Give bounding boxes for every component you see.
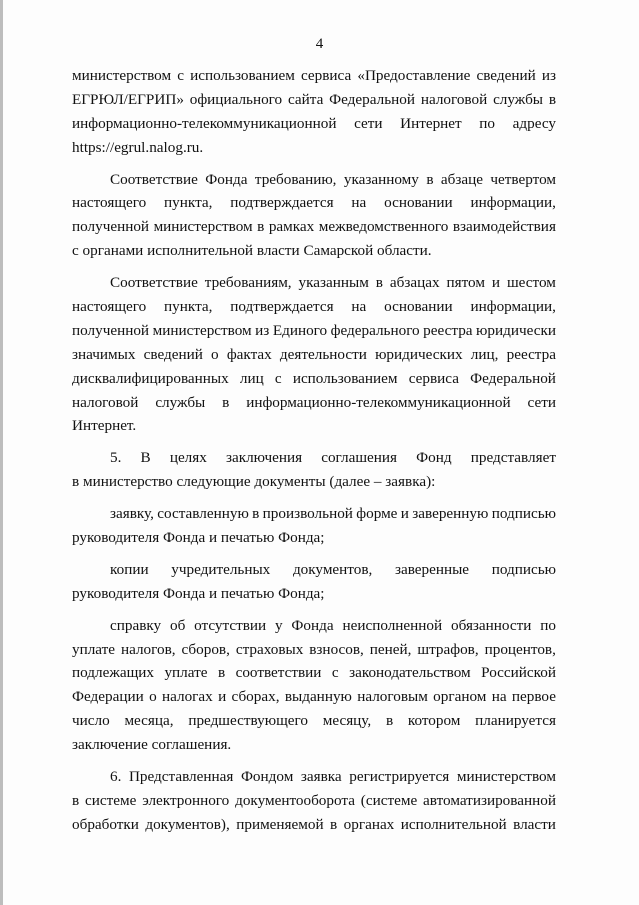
- word: Федеральной: [470, 369, 556, 387]
- word: в: [217, 664, 226, 682]
- word: налоговой: [420, 90, 488, 108]
- word: деятельности: [279, 345, 367, 363]
- word: министерством: [153, 218, 253, 236]
- word: лиц: [239, 369, 264, 387]
- word: подтверждается: [230, 298, 334, 316]
- text-line: [72, 64, 556, 88]
- word: (системе: [360, 791, 418, 809]
- scan-edge: [0, 0, 3, 905]
- word: с: [274, 369, 282, 387]
- word: по: [479, 114, 496, 132]
- paragraph: [72, 558, 556, 606]
- text-line: [72, 709, 556, 733]
- word: заявка: [300, 768, 342, 786]
- word: ЕГРЮЛ/ЕГРИП»: [72, 90, 184, 108]
- word: подписью: [491, 560, 556, 578]
- word: первое: [511, 688, 556, 706]
- word: исполнительной: [400, 815, 507, 833]
- word: месяца,: [124, 712, 174, 730]
- paragraph: [72, 614, 556, 757]
- word: Российской: [481, 664, 556, 682]
- word: электронного: [142, 791, 230, 809]
- text-line: [72, 191, 556, 215]
- word: представляет: [470, 449, 556, 467]
- word: лиц,: [470, 345, 499, 363]
- word: об: [169, 616, 186, 634]
- word: соглашения: [321, 449, 398, 467]
- word: использованием: [292, 369, 398, 387]
- word: сведений: [143, 345, 203, 363]
- text-line: [72, 295, 556, 319]
- text-line: [72, 168, 556, 192]
- word: настоящего: [72, 194, 147, 212]
- word: службы: [493, 90, 543, 108]
- word: сведений: [476, 67, 536, 84]
- word: отсутствии: [194, 616, 267, 634]
- word: дисквалифицированных: [72, 369, 229, 387]
- word: юридически: [476, 321, 556, 339]
- word: требованию,: [254, 170, 337, 188]
- word: уплате: [72, 640, 116, 658]
- word: в: [375, 274, 383, 292]
- word: системе: [85, 791, 137, 809]
- word: предшествующего: [188, 712, 308, 730]
- text-line: [72, 685, 556, 709]
- text-line: [72, 526, 556, 550]
- word: из: [255, 321, 270, 339]
- word: сервиса: [408, 369, 459, 387]
- text-line: [72, 733, 556, 757]
- word: котором: [407, 712, 461, 730]
- paragraph: [72, 64, 556, 160]
- word: о: [211, 345, 219, 363]
- word: Единого: [272, 321, 328, 339]
- word: федерального: [330, 321, 420, 339]
- word: Федеральной: [329, 90, 415, 108]
- word: взаимодействия: [452, 218, 556, 236]
- word: службы: [155, 393, 206, 411]
- word: штрафов,: [417, 640, 479, 658]
- word: форме: [356, 505, 398, 523]
- word: документооборота: [235, 791, 355, 809]
- word: целях: [169, 449, 207, 467]
- word: заверенные: [394, 560, 470, 578]
- text-line: [72, 638, 556, 662]
- word: заключения: [225, 449, 303, 467]
- text-line: [72, 470, 556, 494]
- word: Соответствие: [110, 170, 198, 188]
- word: в: [426, 170, 434, 188]
- paragraph: [72, 446, 556, 494]
- paragraph-gap: [72, 160, 556, 168]
- word: указанным: [298, 274, 369, 292]
- word: подлежащих: [72, 664, 154, 682]
- text-line: [72, 813, 556, 837]
- word: выданную: [284, 688, 352, 706]
- word: Представленная: [128, 768, 234, 786]
- word: из: [541, 67, 556, 84]
- paragraph-gap: [72, 757, 556, 765]
- word: в: [385, 712, 394, 730]
- word: основании: [384, 298, 453, 316]
- word: пункта,: [164, 298, 213, 316]
- text-line: [72, 446, 556, 470]
- paragraph-gap: [72, 438, 556, 446]
- word: документов,: [292, 560, 373, 578]
- word: уплате: [164, 664, 208, 682]
- word: на: [351, 298, 367, 316]
- word: требованиям,: [204, 274, 292, 292]
- word: реестра: [423, 321, 473, 339]
- word: произвольной: [262, 505, 353, 523]
- text-line: [72, 239, 556, 263]
- word: с: [331, 664, 339, 682]
- text-line: [72, 391, 556, 415]
- text-line: [72, 136, 556, 160]
- word: у: [274, 616, 283, 634]
- word: автоматизированной: [423, 791, 556, 809]
- word: информационно-телекоммуникационной: [246, 393, 511, 411]
- word: сети: [527, 393, 556, 411]
- text-line: [72, 112, 556, 136]
- word: налогах: [161, 688, 213, 706]
- word: https://egrul.nalog.ru.: [72, 138, 204, 156]
- word: официального: [189, 90, 283, 108]
- word: заключение соглашения.: [72, 736, 232, 754]
- word: налоговой: [72, 393, 139, 411]
- word: сборов,: [181, 640, 230, 658]
- word: заявку,: [110, 505, 154, 523]
- word: органом: [433, 688, 487, 706]
- word: подтверждается: [230, 194, 334, 212]
- paragraph-gap: [72, 494, 556, 502]
- word: информации,: [470, 194, 556, 212]
- word: основании: [384, 194, 453, 212]
- word: обязанности: [451, 616, 532, 634]
- word: справку: [110, 616, 162, 634]
- word: фактах: [226, 345, 272, 363]
- word: пункта,: [164, 194, 213, 212]
- word: и: [218, 688, 227, 706]
- word: пеней,: [369, 640, 412, 658]
- word: с органами исполнительной власти Самарской области.: [72, 242, 432, 260]
- word: число: [72, 712, 110, 730]
- word: планируется: [475, 712, 556, 730]
- word: министерством: [152, 321, 252, 339]
- word: Фонда: [291, 616, 334, 634]
- word: законодательством: [349, 664, 471, 682]
- word: Фонда: [205, 170, 248, 188]
- text-line: [72, 414, 556, 438]
- word: руководителя Фонда и печатью Фонда;: [72, 584, 325, 602]
- word: копии: [110, 560, 149, 578]
- document-body: [72, 64, 556, 837]
- word: подписью: [491, 505, 556, 523]
- page-number: 4: [315, 36, 324, 52]
- word: в: [222, 393, 230, 411]
- word: взносов,: [309, 640, 364, 658]
- word: на: [491, 688, 507, 706]
- word: учредительных: [171, 560, 271, 578]
- word: составленную: [157, 505, 249, 523]
- word: на: [351, 194, 367, 212]
- word: применяемой: [236, 815, 324, 833]
- text-line: [72, 582, 556, 606]
- word: полученной: [72, 218, 150, 236]
- word: Интернет: [400, 114, 462, 132]
- word: заверенную: [412, 505, 489, 523]
- word: обработки: [72, 815, 139, 833]
- word: четвертом: [490, 170, 556, 188]
- text-line: [72, 614, 556, 638]
- word: органах: [343, 815, 395, 833]
- word: Интернет.: [72, 417, 137, 435]
- text-line: [72, 789, 556, 813]
- word: налоговым: [357, 688, 428, 706]
- word: регистрируется: [349, 768, 450, 786]
- word: министерством: [72, 67, 172, 84]
- paragraph-gap: [72, 606, 556, 614]
- word: информации,: [470, 298, 556, 316]
- paragraph: [72, 502, 556, 550]
- text-line: [72, 502, 556, 526]
- paragraph: [72, 765, 556, 837]
- word: руководителя Фонда и печатью Фонда;: [72, 529, 325, 547]
- word: в: [330, 815, 338, 833]
- word: соответствии: [235, 664, 322, 682]
- word: В: [140, 449, 151, 467]
- paragraph: [72, 168, 556, 264]
- word: в: [548, 90, 556, 108]
- word: информационно-телекоммуникационной: [72, 114, 337, 132]
- word: Фонд: [416, 449, 452, 467]
- word: использованием: [190, 67, 295, 84]
- word: налогов,: [120, 640, 176, 658]
- word: сервиса: [300, 67, 352, 84]
- text-line: [72, 661, 556, 685]
- text-line: [72, 343, 556, 367]
- word: сборах,: [231, 688, 280, 706]
- word: значимых: [72, 345, 136, 363]
- word: межведомственного: [318, 218, 449, 236]
- word: 6.: [110, 768, 122, 786]
- word: сайта: [287, 90, 324, 108]
- text-line: [72, 271, 556, 295]
- word: в: [257, 218, 265, 236]
- word: полученной: [72, 321, 150, 339]
- text-line: [72, 765, 556, 789]
- paragraph-gap: [72, 263, 556, 271]
- paragraph-gap: [72, 550, 556, 558]
- paragraph: [72, 271, 556, 438]
- word: в: [72, 791, 80, 809]
- text-line: [72, 215, 556, 239]
- word: адресу: [512, 114, 556, 132]
- word: в министерство следующие документы (далее – заявка):: [72, 473, 436, 491]
- word: и: [400, 505, 409, 523]
- word: абзацах: [389, 274, 440, 292]
- word: шестом: [506, 274, 556, 292]
- word: юридических: [375, 345, 463, 363]
- word: настоящего: [72, 298, 147, 316]
- text-line: [72, 558, 556, 582]
- word: указанному: [343, 170, 419, 188]
- word: сети: [354, 114, 383, 132]
- word: страховых: [235, 640, 304, 658]
- word: Фондом: [240, 768, 294, 786]
- word: о: [149, 688, 157, 706]
- word: по: [540, 616, 556, 634]
- word: и: [491, 274, 501, 292]
- word: в: [252, 505, 260, 523]
- word: министерством: [456, 768, 556, 786]
- word: пятом: [446, 274, 485, 292]
- word: реестра: [506, 345, 556, 363]
- word: «Предоставление: [357, 67, 471, 84]
- word: с: [177, 67, 184, 84]
- word: 5.: [110, 449, 122, 467]
- word: Соответствие: [110, 274, 198, 292]
- word: процентов,: [484, 640, 556, 658]
- word: абзаце: [440, 170, 483, 188]
- word: Федерации: [72, 688, 144, 706]
- word: власти: [513, 815, 556, 833]
- word: рамках: [268, 218, 315, 236]
- text-line: [72, 319, 556, 343]
- text-line: [72, 367, 556, 391]
- text-line: [72, 88, 556, 112]
- word: неисполненной: [342, 616, 443, 634]
- word: месяцу,: [322, 712, 372, 730]
- word: документов),: [145, 815, 230, 833]
